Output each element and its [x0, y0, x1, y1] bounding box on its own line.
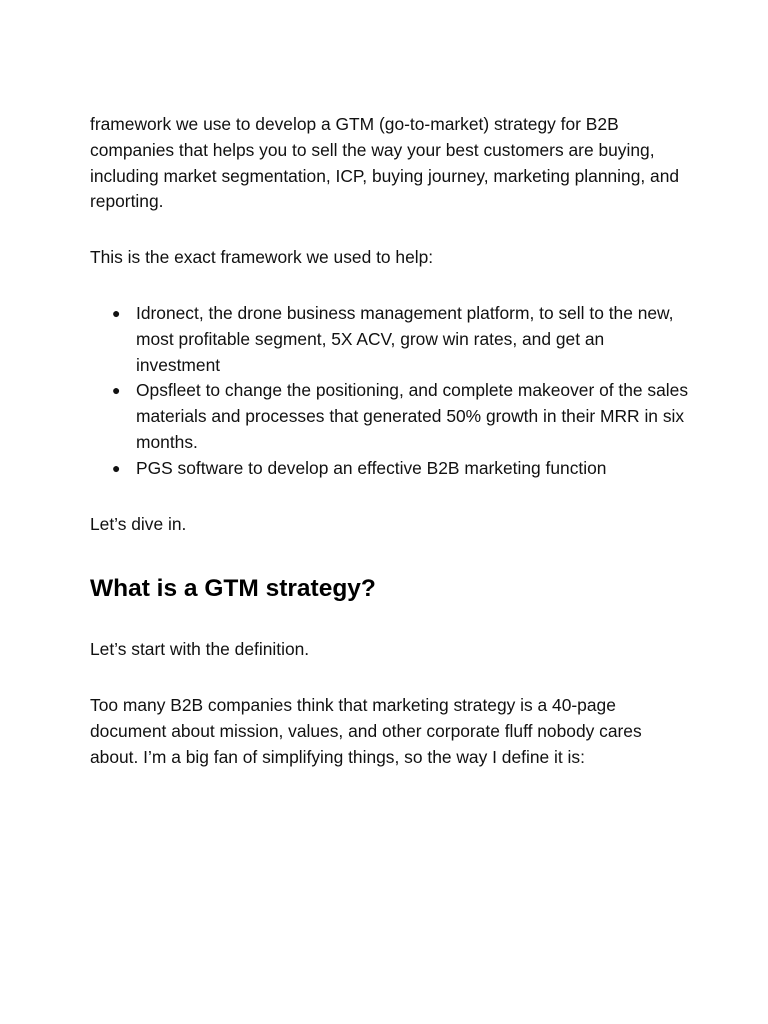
definition-paragraph: Let’s start with the definition. [90, 639, 310, 660]
list-item-text: Idronect, the drone business management platform, to sell to the new, most profitable segment, 5X ACV, grow win rates, and get an investment [136, 302, 674, 375]
list-item [90, 301, 690, 378]
list-item-text: PGS software to develop an effective B2B marketing function [136, 457, 607, 478]
client-list [90, 301, 690, 482]
too-many-paragraph: Too many B2B companies think that marketing strategy is a 40-page document about mission, values, and other corporate fluff nobody cares about. I’m a big fan of simplifying things, so the way I define it is: [90, 695, 642, 767]
intro-paragraph: framework we use to develop a GTM (go-to-market) strategy for B2B companies that helps you to sell the way your best customers are buying, including market segmentation, ICP, buying journey, marketing planning, and reporting. [90, 114, 680, 212]
list-item [90, 378, 690, 455]
document-body [90, 112, 690, 771]
dive-in-paragraph: Let’s dive in. [90, 513, 187, 534]
bullet-icon: ● [112, 382, 121, 399]
list-item [90, 456, 690, 482]
exact-framework-paragraph: This is the exact framework we used to help: [90, 247, 434, 268]
list-item-text: Opsfleet to change the positioning, and complete makeover of the sales materials and processes that generated 50% growth in their MRR in six months. [136, 380, 689, 452]
section-heading: What is a GTM strategy? [90, 575, 376, 603]
bullet-icon: ● [112, 304, 121, 321]
bullet-icon: ● [112, 459, 121, 476]
